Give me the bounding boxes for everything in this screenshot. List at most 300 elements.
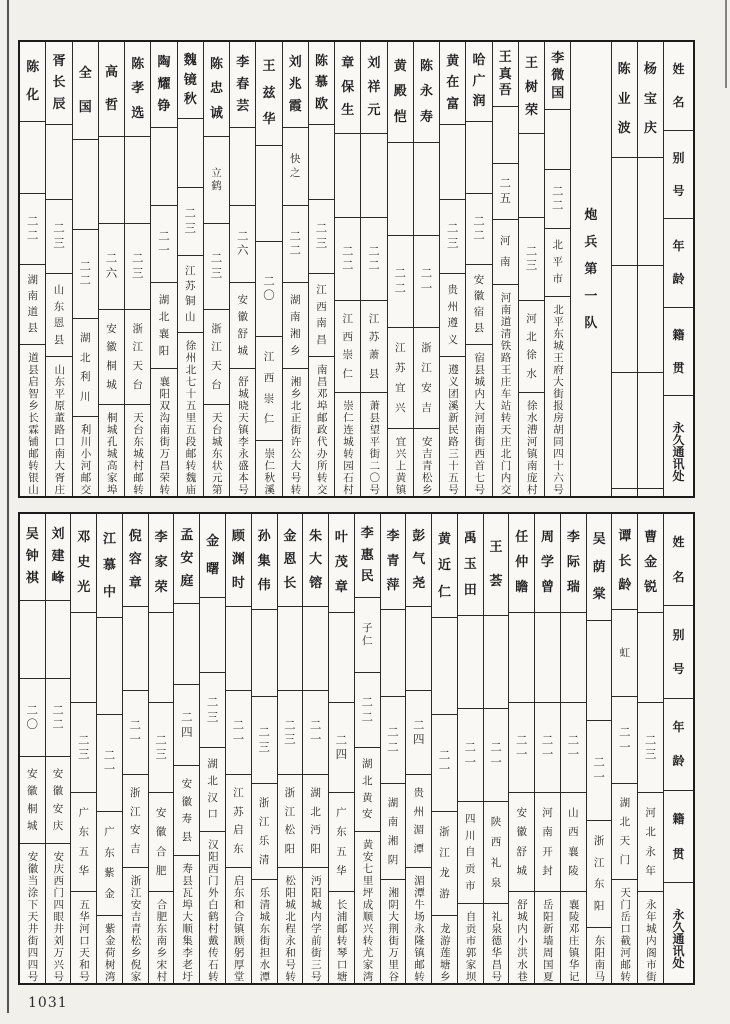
person-origin: 湖 北 襄 阳: [151, 283, 176, 369]
person-address-text: 安庆西门四眼井刘万兴号: [52, 851, 65, 983]
person-alias: [561, 613, 586, 703]
person-age: 二 一: [226, 691, 251, 775]
person-address-text: 浙江安吉青松乡倪家: [129, 875, 142, 983]
person-alias: [458, 616, 483, 709]
person-age: 二 二: [361, 218, 386, 302]
person-alias: [519, 134, 544, 218]
person-age: 二 三: [71, 703, 96, 793]
person-address: [561, 892, 586, 983]
person-column: [45, 514, 71, 983]
person-origin: 湖 南 湘 阴: [381, 784, 406, 880]
person-origin: 浙 江 安 吉: [414, 328, 439, 429]
person-name: 刘 祥 元: [361, 42, 386, 134]
person-alias: [361, 134, 386, 218]
person-age: 二 三: [125, 224, 150, 311]
person-column: [413, 42, 439, 496]
person-address-text: 利川小河邮交: [79, 424, 92, 496]
person-column: [70, 514, 96, 983]
person-alias: 虹: [612, 610, 637, 697]
person-address-text: 徐水漕河镇南庞村: [525, 400, 538, 496]
person-address: [414, 429, 439, 496]
person-alias: [638, 613, 663, 703]
person-name: 李 春 芸: [230, 42, 255, 128]
person-address-text: 长浦邮转琴口塘: [335, 899, 348, 983]
person-age: 二 六: [99, 224, 124, 311]
person-age: 二 二: [381, 697, 406, 784]
person-origin: 湖 北 汉 口: [200, 748, 225, 832]
person-address-text: 沔阳城内学前街三号: [309, 875, 322, 983]
person-age: 二 三: [252, 697, 277, 784]
person-address-text: 乐清城东街担水潭: [258, 887, 271, 983]
person-column: [560, 514, 586, 983]
person-column: [492, 42, 518, 496]
person-age: 二 三: [46, 200, 71, 275]
person-column: [20, 514, 45, 983]
person-column: [122, 514, 148, 983]
person-age: [612, 266, 637, 374]
person-name: 李 微 国: [545, 42, 570, 110]
person-address-text: 襄陵邓庄镇华记: [567, 899, 580, 983]
unit-section-column: [570, 42, 610, 496]
person-age: 二 二: [73, 230, 98, 320]
person-name: 刘 建 峰: [46, 514, 71, 601]
person-age: 二 四: [174, 685, 199, 766]
person-name: 叶 茂 章: [329, 514, 354, 613]
person-address: [283, 369, 308, 496]
header-address: 永 久 通 讯 处: [672, 421, 685, 483]
person-alias: [252, 610, 277, 697]
person-name: 吴 荫 棠: [587, 514, 612, 621]
person-address-text: 松阳城北程永和号转: [284, 875, 297, 983]
person-name: 陈 慕 欧: [309, 42, 334, 125]
person-origin: 山 东 恩 县: [46, 274, 71, 357]
person-name: 李 家 荣: [149, 514, 174, 613]
person-column: [225, 514, 251, 983]
person-name: 李 青 萍: [381, 514, 406, 610]
person-alias: [535, 613, 560, 703]
person-address: [335, 393, 360, 496]
person-alias: [335, 134, 360, 218]
person-address-text: 北平东城王府大街报房胡同四十六号: [551, 304, 564, 496]
person-address-text: 龙游莲塘乡: [438, 923, 451, 983]
person-age: 二 一: [561, 703, 586, 793]
person-origin: 河 北 永 年: [638, 793, 663, 892]
person-name: 禹 玉 田: [458, 514, 483, 616]
person-column: [98, 42, 124, 496]
person-address: [73, 417, 98, 496]
person-alias: [440, 125, 465, 200]
person-alias: [20, 122, 45, 194]
person-address-text: 安吉青松乡: [420, 436, 433, 496]
person-address-text: 紫金荷树湾: [103, 923, 116, 983]
person-column: [405, 514, 431, 983]
person-age: 二 二: [283, 206, 308, 284]
person-age: 二 三: [149, 703, 174, 793]
person-origin: 浙 江 天 台: [204, 310, 229, 405]
person-address: [46, 844, 71, 983]
person-address-text: 湘乡北正街许公大号转: [289, 376, 302, 496]
person-address: [509, 892, 534, 983]
person-name: 黄 殿 恺: [388, 42, 413, 143]
person-alias: [612, 158, 637, 266]
person-address: [200, 832, 225, 983]
person-age: 二 三: [204, 224, 229, 311]
person-origin: 浙 江 龙 游: [432, 812, 457, 916]
person-address-text: 东阳南马: [593, 935, 606, 983]
person-address: [432, 916, 457, 983]
person-address: [361, 393, 386, 496]
person-alias: [46, 601, 71, 679]
person-alias: [414, 143, 439, 236]
person-address: [355, 832, 380, 983]
person-column: [20, 42, 45, 496]
person-age: 二 二: [388, 236, 413, 329]
person-name: 刘 兆 霞: [283, 42, 308, 128]
person-alias: [309, 125, 334, 200]
person-address-text: 五华河口天和号: [78, 899, 91, 983]
person-origin: 广 东 五 华: [71, 793, 96, 892]
person-alias: [123, 607, 148, 691]
person-origin: 安 徽 合 肥: [149, 793, 174, 892]
person-column: [518, 42, 544, 496]
person-address: [174, 856, 199, 983]
person-origin: 河 南: [493, 220, 518, 285]
person-alias: [125, 137, 150, 224]
header-age: 年 龄: [664, 219, 693, 308]
header-origin: 籍 贯: [664, 308, 693, 397]
person-age: 二 一: [612, 697, 637, 784]
person-address-text: 舒城内小洪水巷: [516, 899, 529, 983]
person-origin: 北 平 市: [545, 229, 570, 297]
person-alias: 立 鹤: [204, 137, 229, 224]
person-age: 二 三: [278, 691, 303, 775]
person-alias: [20, 601, 45, 679]
person-age: 二 二: [466, 194, 491, 266]
person-column: [124, 42, 150, 496]
person-address-text: 宿县城内大河南街西首七号: [473, 352, 486, 496]
person-age: 二 一: [484, 709, 509, 802]
person-origin: 贵 州 湄 潭: [406, 775, 431, 868]
person-column: [229, 42, 255, 496]
person-column: [251, 514, 277, 983]
person-name: 曹 金 锐: [638, 514, 663, 613]
person-alias: [200, 598, 225, 673]
person-alias: [149, 613, 174, 703]
person-name: 陈 业 波: [612, 42, 637, 158]
person-name: 吴 钟 祺: [20, 514, 45, 601]
person-age: 二 三: [200, 673, 225, 748]
person-address: [484, 904, 509, 983]
person-alias: [71, 613, 96, 703]
person-column: [637, 514, 663, 983]
person-address: [638, 489, 663, 496]
person-origin: 安 徽 安 庆: [46, 757, 71, 844]
person-column: [387, 42, 413, 496]
person-name: 王 荟: [484, 514, 509, 616]
person-alias: 快 之: [283, 128, 308, 206]
person-column: [328, 514, 354, 983]
person-age: 二 一: [414, 236, 439, 329]
person-address-text: 遵义团溪新民路三十五号: [446, 364, 459, 496]
person-column: [611, 42, 637, 496]
person-age: 二 二: [46, 679, 71, 757]
person-alias: [73, 140, 98, 230]
person-address-text: 汉阳西门外白鹤村戴传石转: [206, 839, 219, 983]
person-address: [123, 868, 148, 983]
person-age: 二 二: [335, 218, 360, 302]
person-name: 陈 化: [20, 42, 45, 122]
header-origin: 籍 贯: [664, 791, 693, 883]
person-alias: [256, 146, 281, 242]
person-age: 二 一: [123, 691, 148, 775]
person-address: [440, 357, 465, 496]
person-column: [611, 514, 637, 983]
person-address: [535, 892, 560, 983]
person-name: 谭 长 龄: [612, 514, 637, 610]
person-address: [151, 369, 176, 496]
person-origin: 江 苏 启 东: [226, 775, 251, 868]
person-column: [282, 42, 308, 496]
person-name: 黄 在 富: [440, 42, 465, 125]
person-origin: [638, 373, 663, 489]
person-name: 魏 镜 秋: [178, 42, 203, 119]
person-name: 陈 孝 选: [125, 42, 150, 137]
person-address-text: 徐州北七十五里五段邮转魏庙: [184, 340, 197, 496]
person-address: [519, 393, 544, 496]
person-column: [508, 514, 534, 983]
person-origin: 安 徽 宿 县: [466, 265, 491, 345]
person-address-text: 礼泉德华昌号: [490, 911, 503, 983]
person-origin: 江 西 崇 仁: [335, 301, 360, 393]
person-column: [534, 514, 560, 983]
person-address-text: 合肥东南乡宋村: [155, 899, 168, 983]
page-number: 1031: [28, 995, 68, 1011]
header-alias: 别 号: [664, 606, 693, 698]
person-column: [255, 42, 281, 496]
person-address-text: 湘阴大荆街万里谷: [387, 887, 400, 983]
person-origin: 安 徽 舒 城: [509, 793, 534, 892]
person-column: [45, 42, 71, 496]
person-address: [99, 405, 124, 496]
person-origin: 安 徽 桐 城: [99, 310, 124, 405]
person-address: [252, 880, 277, 983]
header-address: 永 久 通 讯 处: [672, 908, 685, 970]
person-address-text: 启东和合镇顾躬厚堂: [232, 875, 245, 983]
person-address-text: 道县启智乡长霖铺邮转银山: [26, 352, 39, 496]
person-alias: [278, 607, 303, 691]
person-address: [329, 892, 354, 983]
person-alias: [545, 110, 570, 169]
person-origin: 湖 南 道 县: [20, 265, 45, 345]
person-alias: [99, 137, 124, 224]
person-column: [439, 42, 465, 496]
person-origin: 安 徽 舒 城: [230, 283, 255, 369]
person-column: [457, 514, 483, 983]
scan-edge-right: [725, 0, 727, 88]
person-column: [72, 42, 98, 496]
person-name: 周 学 曾: [535, 514, 560, 613]
person-column: [173, 514, 199, 983]
person-column: [380, 514, 406, 983]
person-age: 二 一: [303, 691, 328, 775]
person-age: 二 一: [432, 715, 457, 812]
person-alias: [97, 618, 122, 715]
person-alias: [388, 143, 413, 236]
person-origin: 浙 江 天 台: [125, 310, 150, 405]
person-address: [466, 345, 491, 496]
person-origin: 浙 江 安 吉: [123, 775, 148, 868]
person-age: 二 一: [97, 715, 122, 812]
person-origin: 湖 北 天 门: [612, 784, 637, 880]
person-age: 二 三: [440, 200, 465, 275]
person-address: [388, 429, 413, 496]
person-name: 倪 容 章: [123, 514, 148, 607]
person-address-text: 黄安七里坪成顺兴转尤家湾: [361, 839, 374, 983]
person-name: 邓 史 光: [71, 514, 96, 613]
person-address-text: 崇仁连城转园石村: [341, 400, 354, 496]
person-age: 二 六: [230, 206, 255, 284]
person-name: 章 保 生: [335, 42, 360, 134]
person-address: [612, 880, 637, 983]
person-alias: [432, 618, 457, 715]
person-name: 全 国: [73, 42, 98, 140]
person-age: 二 〇: [20, 679, 45, 757]
person-origin: 陕 西 礼 泉: [484, 802, 509, 904]
person-column: [177, 42, 203, 496]
person-origin: 浙 江 乐 清: [252, 784, 277, 880]
person-alias: [230, 128, 255, 206]
person-address: [256, 441, 281, 496]
person-origin: 湖 北 利 川: [73, 319, 98, 417]
person-address-text: 天门岳口截河邮转: [619, 887, 632, 983]
person-address-text: 天台城东状元第: [210, 412, 223, 496]
person-column: [431, 514, 457, 983]
person-alias: [484, 616, 509, 709]
person-name: 金 恩 长: [278, 514, 303, 607]
person-origin: 安 徽 寿 县: [174, 766, 199, 856]
person-origin: 河 北 徐 水: [519, 301, 544, 393]
header-column-bottom: [663, 514, 693, 983]
person-address-text: 天台东城村邮转: [131, 412, 144, 496]
person-name: 江 慕 中: [97, 514, 122, 618]
person-address: [46, 357, 71, 496]
person-column: [637, 42, 663, 496]
person-address: [612, 489, 637, 496]
person-name: 孟 安 庭: [174, 514, 199, 604]
person-name: 李 惠 民: [355, 514, 380, 598]
person-age: 二 五: [493, 164, 518, 220]
person-column: [150, 42, 176, 496]
scan-edge-left: [7, 0, 9, 1013]
person-age: 二 三: [309, 200, 334, 275]
person-column: [586, 514, 612, 983]
person-address-text: 永年城内阁市街: [644, 899, 657, 983]
person-alias: [638, 158, 663, 266]
person-alias: [226, 607, 251, 691]
person-column: [96, 514, 122, 983]
header-age: 年 龄: [664, 699, 693, 791]
person-name: 李 际 瑞: [561, 514, 586, 613]
person-age: 二 四: [406, 691, 431, 775]
person-alias: [178, 119, 203, 188]
person-address: [71, 892, 96, 983]
person-name: 金 曙: [200, 514, 225, 598]
person-age: [638, 266, 663, 374]
person-address-text: 桐城孔城高家埠: [105, 412, 118, 496]
person-address-text: 南昌邓埠邮政代办所转交: [315, 364, 328, 496]
person-address: [178, 333, 203, 496]
person-address: [125, 405, 150, 496]
person-column: [360, 42, 386, 496]
person-column: [148, 514, 174, 983]
person-origin: 贵 州 遵 义: [440, 274, 465, 357]
person-column: [308, 42, 334, 496]
person-address: [303, 868, 328, 983]
person-address: [20, 844, 45, 983]
person-age: 二 二: [545, 170, 570, 229]
person-name: 王 树 荣: [519, 42, 544, 134]
person-alias: [509, 613, 534, 703]
person-address-text: 寿县瓦埠大顺集李老圩: [181, 863, 194, 983]
person-origin: 江 苏 铜 山: [178, 256, 203, 333]
person-address-text: 舒城晓天镇李永盛本号: [236, 376, 249, 496]
roster-table-top: [18, 40, 695, 498]
person-column: [334, 42, 360, 496]
person-alias: [587, 621, 612, 721]
person-name: 彭 气 尧: [406, 514, 431, 607]
person-origin: 河 南 开 封: [535, 793, 560, 892]
person-name: 顾 渊 时: [226, 514, 251, 607]
person-alias: 子 仁: [355, 598, 380, 673]
person-column: [483, 514, 509, 983]
person-name: 任 仲 瞻: [509, 514, 534, 613]
person-address-text: 自贡市郭家坝: [464, 911, 477, 983]
person-alias: [303, 607, 328, 691]
person-origin: 江 西 南 昌: [309, 274, 334, 357]
person-age: 二 二: [20, 194, 45, 266]
person-alias: [381, 610, 406, 697]
person-address: [278, 868, 303, 983]
person-address-text: 萧县望平街二〇号: [368, 400, 381, 496]
person-column: [544, 42, 570, 496]
person-address: [545, 297, 570, 496]
person-alias: [493, 107, 518, 163]
person-name: 王 真 吾: [493, 42, 518, 107]
person-address-text: 崇仁秋溪: [263, 448, 276, 496]
person-origin: 江 苏 萧 县: [361, 301, 386, 393]
person-address: [406, 868, 431, 983]
person-address: [230, 369, 255, 496]
person-age: 二 〇: [256, 242, 281, 338]
person-age: 二 四: [329, 703, 354, 793]
person-origin: 四 川 自 贡 市: [458, 802, 483, 904]
person-address-text: 河南道清铁路王庄车站转天庄北门内交: [499, 292, 512, 496]
person-name: 哈 广 润: [466, 42, 491, 122]
person-name: 朱 大 镕: [303, 514, 328, 607]
person-name: 陶 耀 铮: [151, 42, 176, 128]
person-alias: [174, 604, 199, 685]
person-address-text: 襄阳双沟南街万昌荣转: [158, 376, 171, 496]
person-address: [493, 285, 518, 496]
person-alias: [466, 122, 491, 194]
person-address-text: 宜兴上黄镇: [394, 436, 407, 496]
person-column: [199, 514, 225, 983]
person-age: 二 一: [458, 709, 483, 802]
person-address: [587, 928, 612, 983]
person-origin: 山 西 襄 陵: [561, 793, 586, 892]
person-address: [458, 904, 483, 983]
person-address-text: 山东平原董路口南大胥庄: [53, 364, 66, 496]
